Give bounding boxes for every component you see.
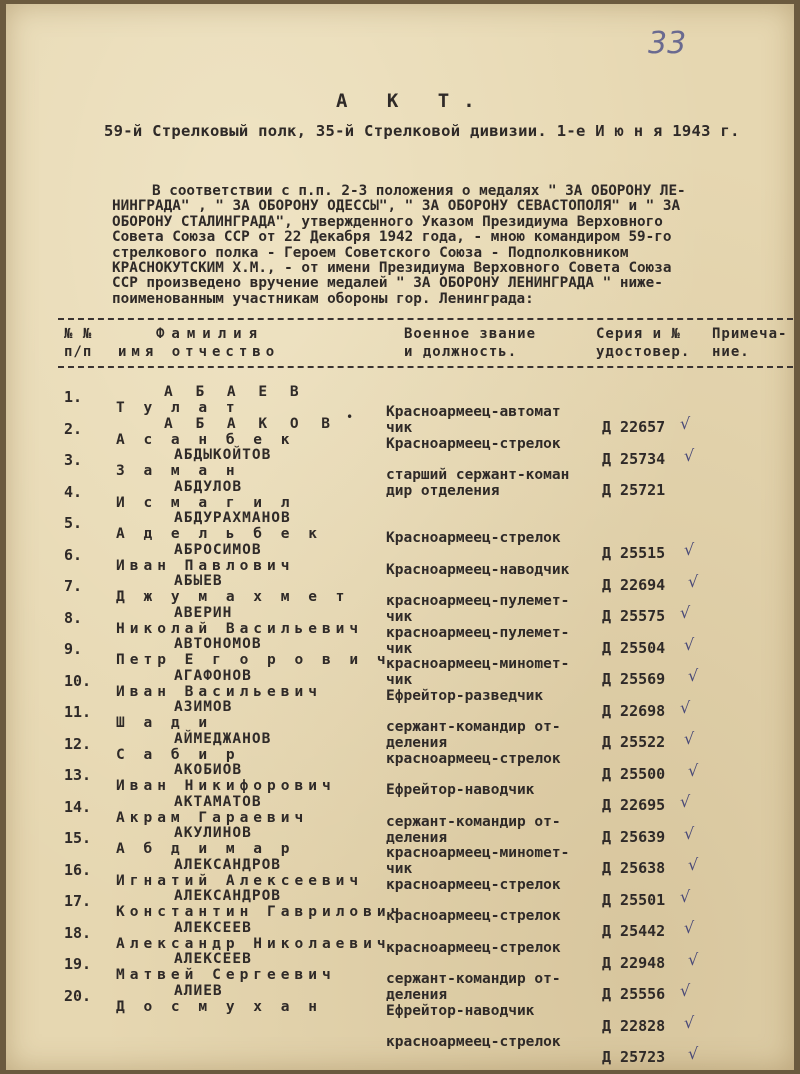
- given-name: Д о с м у х а н: [116, 998, 322, 1015]
- surname: АКТАМАТОВ: [174, 793, 262, 810]
- header-note: Примеча-: [712, 326, 788, 342]
- checkmark-icon: √: [684, 1012, 695, 1032]
- position-text: красноармеец-стрелок: [386, 750, 561, 767]
- checkmark-icon: √: [684, 540, 695, 559]
- checkmark-icon: √: [688, 760, 699, 780]
- position-text: красноармеец-минomет-: [386, 845, 570, 861]
- certificate-number: Д 25500: [602, 764, 666, 783]
- header-name: Фамилия: [156, 326, 265, 342]
- row-number: 12.: [64, 734, 92, 753]
- position-text: красноармеец-пулемет-: [386, 624, 570, 641]
- position-text: Красноармеец-наводчик: [386, 561, 570, 578]
- row-number: 8.: [64, 608, 83, 627]
- checkmark-icon: √: [688, 855, 699, 874]
- certificate-number: Д 22698: [602, 701, 666, 720]
- certificate-number: Д 22695: [602, 796, 666, 814]
- header-num-sub: п/п: [64, 344, 93, 360]
- row-number: 1.: [64, 388, 83, 406]
- surname: АВЕРИН: [174, 604, 233, 621]
- surname: АЗИМОВ: [174, 699, 233, 715]
- checkmark-icon: √: [680, 414, 691, 433]
- row-number: 18.: [64, 923, 92, 942]
- header-rank: Военное звание: [404, 326, 537, 342]
- intro-line: поименованным участникам обороны гор. Ленинграда:: [112, 290, 534, 307]
- position-text: старший сержант-коман: [386, 467, 570, 483]
- checkmark-icon: √: [684, 918, 695, 937]
- row-number: 5.: [64, 514, 83, 532]
- checkmark-icon: √: [680, 792, 691, 811]
- header-cert: Серия и №: [596, 326, 681, 342]
- surname: АКУЛИНОВ: [174, 825, 252, 841]
- position-text-cont: дир отделения: [386, 483, 500, 499]
- row-number: 13.: [64, 766, 92, 784]
- given-name: А д е л ь б е к: [116, 526, 322, 542]
- position-text-cont: деления: [386, 829, 448, 846]
- row-number: 10.: [64, 671, 92, 690]
- row-number: 7.: [64, 577, 83, 595]
- given-name: И с м а г и л: [116, 494, 295, 511]
- intro-line: В соответствии с п.п. 2-3 положения о медалях " ЗА ОБОРОНУ ЛЕ-: [152, 183, 686, 199]
- given-name: Петр Е г о р о в и ч: [116, 652, 391, 668]
- position-text-cont: чик: [386, 861, 413, 877]
- surname: АГАФОНОВ: [174, 667, 252, 684]
- given-name: Т у л а т: [116, 400, 240, 416]
- header-name-sub: имя отчество: [118, 344, 280, 360]
- position-text: сержант-командир от-: [386, 813, 561, 830]
- checkmark-icon: √: [688, 1044, 699, 1063]
- surname: АБДУЛОВ: [174, 478, 243, 495]
- header-note-sub: ние.: [712, 344, 750, 360]
- header-rank-sub: и должность.: [404, 344, 518, 360]
- certificate-number: Д 25556: [602, 985, 666, 1003]
- position-text: красноармеец-стрелок: [386, 939, 561, 956]
- surname: А Б А Е В: [164, 384, 306, 400]
- page-number: 33: [648, 26, 687, 61]
- certificate-number: Д 25515: [602, 544, 666, 562]
- checkmark-icon: √: [680, 697, 691, 717]
- given-name: Александр Николаевич: [116, 935, 391, 952]
- certificate-number: Д 22828: [602, 1016, 666, 1035]
- surname: АЛИЕВ: [174, 982, 223, 999]
- table-header-rule: [58, 366, 793, 368]
- intro-paragraph: [112, 184, 772, 307]
- surname: АЙМЕДЖАНОВ: [174, 730, 272, 747]
- given-name: Иван Павлович: [116, 557, 295, 574]
- position-text: красноармеец-пулемет-: [386, 593, 570, 609]
- row-number: 15.: [64, 829, 92, 847]
- surname: АБРОСИМОВ: [174, 541, 262, 558]
- position-text: красноармеец-стрелок: [386, 1034, 561, 1050]
- row-number: 19.: [64, 955, 92, 973]
- surname: АБДЫКОЙТОВ: [174, 447, 272, 463]
- given-name: А с а н б е к: [116, 431, 295, 448]
- certificate-number: Д 25723: [602, 1048, 666, 1066]
- position-text: Красноармеец-стрелок: [386, 435, 561, 452]
- position-text-cont: чик: [386, 640, 413, 657]
- position-text-cont: чик: [386, 672, 413, 688]
- certificate-number: Д 25575: [602, 607, 666, 625]
- position-text: сержант-командир от-: [386, 719, 561, 735]
- row-number: 20.: [64, 986, 92, 1005]
- checkmark-icon: √: [684, 823, 695, 843]
- row-number: 16.: [64, 860, 92, 879]
- given-name: Акрам Гараевич: [116, 809, 309, 826]
- checkmark-icon: √: [680, 886, 691, 906]
- position-text: красноармеец-минomет-: [386, 656, 570, 672]
- given-name: Игнатий Алексеевич: [116, 872, 364, 889]
- surname: АЛЕКСЕЕВ: [174, 951, 252, 967]
- given-name: Ш а д и: [116, 715, 213, 731]
- checkmark-icon: √: [680, 981, 691, 1000]
- position-text: Ефрейтор-разведчик: [386, 687, 544, 704]
- surname: АКОБИОВ: [174, 762, 243, 778]
- given-name: Иван Никифорович: [116, 778, 336, 794]
- position-text: Красноармеец-стрелок: [386, 530, 561, 546]
- given-name: Константин Гаврилович: [116, 904, 405, 920]
- given-name: Д ж у м а х м е т: [116, 589, 350, 605]
- given-name: Матвей Сергеевич: [116, 967, 336, 983]
- given-name: Николай Васильевич: [116, 620, 364, 637]
- header-cert-sub: удостовер.: [596, 344, 691, 360]
- row-number: 14.: [64, 797, 92, 816]
- certificate-number: Д 25569: [602, 670, 666, 688]
- surname: АЛЕКСАНДРОВ: [174, 856, 282, 873]
- certificate-number: Д 25639: [602, 827, 666, 846]
- row-number: 17.: [64, 892, 92, 910]
- intro-line: ССР произведено вручение медалей " ЗА ОБОРОНУ ЛЕНИНГРАДА " ниже-: [112, 275, 663, 292]
- certificate-number: Д 25638: [602, 859, 666, 877]
- intro-line: ОБОРОНУ СТАЛИНГРАДА", утвержденного Указом Президиума Верховного: [112, 213, 663, 230]
- certificate-number: Д 22694: [602, 575, 666, 594]
- header-num: № №: [64, 326, 93, 342]
- position-text: красноармеец-стрелок: [386, 908, 561, 924]
- row-number: 6.: [64, 545, 83, 564]
- position-text: Ефрейтор-наводчик: [386, 1002, 535, 1019]
- certificate-number: Д 25504: [602, 638, 666, 657]
- certificate-number: Д 25734: [602, 449, 666, 468]
- checkmark-icon: √: [684, 445, 695, 465]
- certificate-number: Д 25442: [602, 922, 666, 940]
- position-text: сержант-командир от-: [386, 971, 561, 987]
- surname: АБДУРАХМАНОВ: [174, 510, 291, 526]
- dot-mark: •: [346, 410, 354, 424]
- position-text: красноармеец-стрелок: [386, 876, 561, 893]
- intro-line: Совета Союза ССР от 22 Декабря 1942 года, - мною командиром 59-го: [112, 229, 672, 246]
- position-text-cont: деления: [386, 987, 448, 1003]
- checkmark-icon: √: [684, 634, 695, 654]
- surname: А Б А К О В: [164, 415, 338, 432]
- position-text-cont: чик: [386, 609, 413, 625]
- certificate-number: Д 22948: [602, 953, 666, 972]
- surname: АЛЕКСЕЕВ: [174, 919, 252, 936]
- given-name: Иван Васильевич: [116, 683, 322, 700]
- surname: АВТОНОМОВ: [174, 636, 262, 652]
- checkmark-icon: √: [688, 949, 699, 969]
- surname: АБЫЕВ: [174, 573, 223, 589]
- checkmark-icon: √: [688, 666, 699, 685]
- row-number: 2.: [64, 419, 83, 438]
- intro-line: КРАСНОКУТСКИМ Х.М., - от имени Президиума Верховного Совета Союза: [112, 260, 672, 277]
- certificate-number: Д 25721: [602, 481, 666, 499]
- position-text-cont: деления: [386, 735, 448, 751]
- intro-line: НИНГРАДА" , " ЗА ОБОРОНУ ОДЕССЫ", " ЗА ОБОРОНУ СЕВАСТОПОЛЯ" и " ЗА: [112, 198, 681, 215]
- row-number: 3.: [64, 451, 83, 469]
- surname: АЛЕКСАНДРОВ: [174, 888, 282, 904]
- document-sheet: [6, 4, 794, 1070]
- certificate-number: Д 25522: [602, 733, 666, 751]
- given-name: С а б и р: [116, 746, 240, 763]
- row-number: 11.: [64, 703, 92, 721]
- checkmark-icon: √: [684, 729, 695, 748]
- certificate-number: Д 22657: [602, 418, 666, 436]
- given-name: А б д и м а р: [116, 841, 295, 857]
- position-text-cont: чик: [386, 420, 413, 436]
- document-subtitle: 59-й Стрелковый полк, 35-й Стрелковой дивизии. 1-е И ю н я 1943 г.: [104, 122, 740, 140]
- intro-line: стрелкового полка - Героем Советского Союза - Подполковником: [112, 244, 629, 261]
- certificate-number: Д 25501: [602, 890, 666, 909]
- row-number: 9.: [64, 640, 83, 658]
- row-number: 4.: [64, 482, 83, 501]
- document-title: А К Т.: [336, 90, 489, 112]
- given-name: З а м а н: [116, 463, 240, 479]
- checkmark-icon: √: [688, 571, 699, 591]
- position-text: Красноармеец-автомат: [386, 404, 561, 420]
- position-text: Ефрейтор-наводчик: [386, 782, 535, 798]
- table-top-rule: [58, 318, 793, 320]
- checkmark-icon: √: [680, 603, 691, 622]
